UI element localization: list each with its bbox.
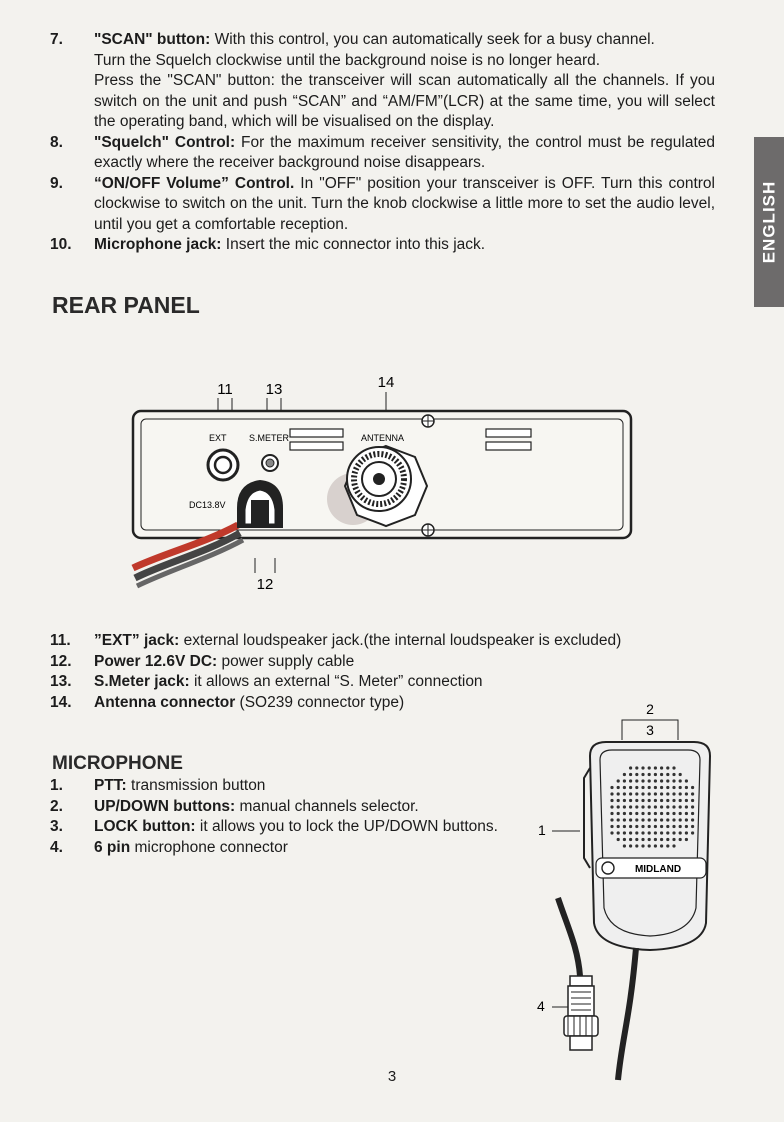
grille-dot bbox=[617, 818, 620, 821]
grille-dot bbox=[679, 792, 682, 795]
grille-dot bbox=[672, 766, 675, 769]
grille-dot bbox=[623, 805, 626, 808]
grille-dot bbox=[623, 773, 626, 776]
grille-dot bbox=[629, 831, 632, 834]
grille-dot bbox=[623, 818, 626, 821]
grille-dot bbox=[610, 799, 613, 802]
grille-dot bbox=[641, 766, 644, 769]
grille-dot bbox=[635, 786, 638, 789]
callout-4: 4 bbox=[537, 998, 545, 1014]
list-item bbox=[50, 797, 520, 818]
item-label: ”EXT” jack: bbox=[94, 632, 180, 649]
ext-label: EXT bbox=[209, 433, 227, 443]
grille-dot bbox=[617, 799, 620, 802]
controls-list bbox=[50, 30, 715, 256]
grille-dot bbox=[610, 831, 613, 834]
grille-dot bbox=[654, 773, 657, 776]
grille-dot bbox=[635, 812, 638, 815]
grille-dot bbox=[648, 779, 651, 782]
grille-dot bbox=[648, 792, 651, 795]
grille-dot bbox=[629, 838, 632, 841]
grille-dot bbox=[691, 818, 694, 821]
item-text: In "OFF" position your transceiver is OFF. Turn this control clockwise to switch on the unit. Turn the knob clockwise a little more to set the audio level, until you get a comfortable reception. bbox=[94, 174, 715, 233]
grille-dot bbox=[666, 766, 669, 769]
item-text: manual channels selector. bbox=[239, 797, 419, 815]
grille-dot bbox=[648, 812, 651, 815]
item-text: Turn the Squelch clockwise until the background noise is no longer heard. bbox=[94, 51, 601, 69]
grille-dot bbox=[691, 831, 694, 834]
grille-dot bbox=[685, 812, 688, 815]
grille-dot bbox=[635, 799, 638, 802]
grille-dot bbox=[610, 825, 613, 828]
grille-dot bbox=[648, 766, 651, 769]
grille-dot bbox=[648, 786, 651, 789]
grille-dot bbox=[648, 773, 651, 776]
microphone-diagram bbox=[530, 698, 730, 1083]
grille-dot bbox=[660, 799, 663, 802]
grille-dot bbox=[660, 779, 663, 782]
grille-dot bbox=[672, 779, 675, 782]
grille-dot bbox=[679, 773, 682, 776]
grille-dot bbox=[691, 792, 694, 795]
grille-dot bbox=[685, 818, 688, 821]
language-tab bbox=[754, 137, 784, 307]
grille-dot bbox=[617, 805, 620, 808]
grille-dot bbox=[666, 773, 669, 776]
grille-dot bbox=[666, 831, 669, 834]
grille-dot bbox=[679, 812, 682, 815]
grille-dot bbox=[617, 792, 620, 795]
grille-dot bbox=[610, 792, 613, 795]
item-label: "SCAN" button: bbox=[94, 31, 211, 48]
grille-dot bbox=[654, 844, 657, 847]
grille-dot bbox=[654, 805, 657, 808]
grille-dot bbox=[654, 818, 657, 821]
grille-dot bbox=[672, 799, 675, 802]
item-number: 13. bbox=[50, 673, 72, 690]
grille-dot bbox=[654, 799, 657, 802]
grille-dot bbox=[679, 818, 682, 821]
grille-dot bbox=[679, 838, 682, 841]
grille-dot bbox=[672, 818, 675, 821]
grille-dot bbox=[685, 792, 688, 795]
grille-dot bbox=[679, 786, 682, 789]
grille-dot bbox=[623, 812, 626, 815]
list-item bbox=[50, 235, 715, 256]
grille-dot bbox=[691, 812, 694, 815]
grille-dot bbox=[635, 838, 638, 841]
grille-dot bbox=[629, 766, 632, 769]
item-label: Power 12.6V DC: bbox=[94, 652, 218, 670]
dc-label: DC13.8V bbox=[189, 500, 226, 510]
grille-dot bbox=[641, 786, 644, 789]
grille-dot bbox=[617, 825, 620, 828]
grille-dot bbox=[635, 766, 638, 769]
item-label: “ON/OFF Volume” Control. bbox=[94, 174, 295, 192]
grille-dot bbox=[691, 786, 694, 789]
grille-dot bbox=[660, 812, 663, 815]
grille-dot bbox=[685, 838, 688, 841]
grille-dot bbox=[660, 818, 663, 821]
list-item bbox=[50, 133, 715, 174]
grille-dot bbox=[641, 799, 644, 802]
grille-dot bbox=[660, 766, 663, 769]
item-label: S.Meter jack: bbox=[94, 673, 190, 690]
grille-dot bbox=[672, 825, 675, 828]
antenna-label: ANTENNA bbox=[361, 433, 405, 443]
callout-2: 2 bbox=[646, 701, 654, 717]
grille-dot bbox=[641, 812, 644, 815]
grille-dot bbox=[691, 825, 694, 828]
grille-dot bbox=[610, 805, 613, 808]
grille-dot bbox=[648, 818, 651, 821]
list-item bbox=[50, 652, 715, 673]
item-text: transmission button bbox=[131, 777, 266, 794]
grille-dot bbox=[654, 838, 657, 841]
grille-dot bbox=[641, 818, 644, 821]
grille-dot bbox=[685, 805, 688, 808]
item-label: Antenna connector bbox=[94, 693, 236, 711]
list-item bbox=[50, 776, 520, 797]
grille-dot bbox=[654, 766, 657, 769]
grille-dot bbox=[610, 812, 613, 815]
six-pin-connector bbox=[570, 976, 592, 986]
grille-dot bbox=[654, 792, 657, 795]
grille-dot bbox=[629, 799, 632, 802]
grille-dot bbox=[666, 779, 669, 782]
list-item bbox=[50, 174, 715, 236]
grille-dot bbox=[666, 844, 669, 847]
brand-label: MIDLAND bbox=[634, 864, 682, 875]
grille-dot bbox=[672, 792, 675, 795]
item-number: 2. bbox=[50, 797, 63, 815]
grille-dot bbox=[629, 792, 632, 795]
grille-dot bbox=[666, 818, 669, 821]
item-number: 12. bbox=[50, 652, 72, 670]
list-item bbox=[50, 631, 715, 652]
grille-dot bbox=[629, 825, 632, 828]
grille-dot bbox=[660, 786, 663, 789]
grille-dot bbox=[660, 844, 663, 847]
grille-dot bbox=[617, 831, 620, 834]
grille-dot bbox=[648, 825, 651, 828]
grille-dot bbox=[617, 786, 620, 789]
grille-dot bbox=[654, 812, 657, 815]
item-text: power supply cable bbox=[221, 652, 355, 670]
grille-dot bbox=[635, 844, 638, 847]
grille-dot bbox=[666, 799, 669, 802]
grille-dot bbox=[623, 786, 626, 789]
grille-dot bbox=[685, 779, 688, 782]
grille-dot bbox=[641, 838, 644, 841]
item-number: 8. bbox=[50, 133, 63, 151]
grille-dot bbox=[672, 844, 675, 847]
item-label: 6 pin bbox=[94, 838, 131, 856]
grille-dot bbox=[648, 831, 651, 834]
item-text: microphone connector bbox=[134, 838, 288, 856]
grille-dot bbox=[641, 773, 644, 776]
grille-dot bbox=[672, 812, 675, 815]
grille-dot bbox=[666, 805, 669, 808]
grille-dot bbox=[685, 799, 688, 802]
callout-1: 1 bbox=[538, 822, 546, 838]
item-text: With this control, you can automatically seek for a busy channel. bbox=[214, 31, 655, 48]
item-number: 9. bbox=[50, 174, 63, 192]
grille-dot bbox=[666, 812, 669, 815]
grille-dot bbox=[660, 773, 663, 776]
item-number: 1. bbox=[50, 777, 63, 794]
grille-dot bbox=[629, 786, 632, 789]
grille-dot bbox=[660, 792, 663, 795]
grille-dot bbox=[654, 831, 657, 834]
grille-dot bbox=[648, 838, 651, 841]
grille-dot bbox=[672, 831, 675, 834]
microphone-heading: MICROPHONE bbox=[52, 753, 183, 774]
list-item bbox=[50, 30, 715, 133]
grille-dot bbox=[629, 844, 632, 847]
grille-dot bbox=[666, 838, 669, 841]
page-number: 3 bbox=[387, 1068, 397, 1085]
grille-dot bbox=[660, 825, 663, 828]
item-label: "Squelch" Control: bbox=[94, 133, 236, 151]
grille-dot bbox=[666, 786, 669, 789]
item-label: LOCK button: bbox=[94, 818, 196, 835]
item-number: 11. bbox=[50, 632, 71, 649]
grille-dot bbox=[629, 773, 632, 776]
grille-dot bbox=[635, 773, 638, 776]
item-number: 14. bbox=[50, 693, 72, 711]
grille-dot bbox=[666, 792, 669, 795]
item-number: 3. bbox=[50, 818, 63, 835]
item-number: 7. bbox=[50, 31, 63, 48]
grille-dot bbox=[679, 805, 682, 808]
rear-panel-heading: REAR PANEL bbox=[52, 292, 200, 318]
grille-dot bbox=[629, 779, 632, 782]
grille-dot bbox=[641, 844, 644, 847]
grille-dot bbox=[635, 825, 638, 828]
grille-dot bbox=[685, 825, 688, 828]
grille-dot bbox=[685, 786, 688, 789]
grille-dot bbox=[672, 773, 675, 776]
grille-dot bbox=[679, 779, 682, 782]
item-text: For the maximum receiver sensitivity, the control must be regulated exactly where the receiver background noise disappears. bbox=[94, 133, 715, 171]
grille-dot bbox=[679, 831, 682, 834]
grille-dot bbox=[641, 831, 644, 834]
grille-dot bbox=[654, 786, 657, 789]
callout-11: 11 bbox=[217, 381, 233, 398]
grille-dot bbox=[672, 805, 675, 808]
grille-dot bbox=[629, 818, 632, 821]
grille-dot bbox=[648, 799, 651, 802]
grille-dot bbox=[654, 779, 657, 782]
callout-12: 12 bbox=[256, 576, 274, 593]
item-number: 10. bbox=[50, 236, 72, 253]
grille-dot bbox=[629, 805, 632, 808]
grille-dot bbox=[666, 825, 669, 828]
grille-dot bbox=[672, 786, 675, 789]
grille-dot bbox=[679, 799, 682, 802]
grille-dot bbox=[660, 838, 663, 841]
grille-dot bbox=[660, 831, 663, 834]
grille-dot bbox=[685, 831, 688, 834]
grille-dot bbox=[641, 805, 644, 808]
microphone-list bbox=[50, 776, 520, 858]
grille-dot bbox=[679, 825, 682, 828]
grille-dot bbox=[648, 805, 651, 808]
grille-dot bbox=[641, 825, 644, 828]
item-label: Microphone jack: bbox=[94, 236, 222, 253]
rear-panel-diagram bbox=[125, 368, 645, 598]
grille-dot bbox=[691, 805, 694, 808]
grille-dot bbox=[610, 818, 613, 821]
item-label: UP/DOWN buttons: bbox=[94, 797, 236, 815]
item-text: it allows you to lock the UP/DOWN buttons. bbox=[199, 818, 498, 835]
grille-dot bbox=[672, 838, 675, 841]
grille-dot bbox=[610, 786, 613, 789]
grille-dot bbox=[691, 799, 694, 802]
grille-dot bbox=[623, 792, 626, 795]
grille-dot bbox=[623, 838, 626, 841]
grille-dot bbox=[629, 812, 632, 815]
grille-dot bbox=[635, 792, 638, 795]
smeter-label: S.METER bbox=[249, 433, 290, 443]
grille-dot bbox=[623, 779, 626, 782]
grille-dot bbox=[635, 805, 638, 808]
callout-14: 14 bbox=[377, 374, 395, 391]
grille-dot bbox=[617, 838, 620, 841]
grille-dot bbox=[623, 799, 626, 802]
grille-dot bbox=[635, 818, 638, 821]
grille-dot bbox=[635, 779, 638, 782]
item-number: 4. bbox=[50, 838, 63, 856]
grille-dot bbox=[617, 812, 620, 815]
grille-dot bbox=[641, 779, 644, 782]
list-item bbox=[50, 672, 715, 693]
grille-dot bbox=[648, 844, 651, 847]
item-text: it allows an external “S. Meter” connection bbox=[193, 673, 483, 690]
grille-dot bbox=[641, 792, 644, 795]
grille-dot bbox=[635, 831, 638, 834]
item-text: external loudspeaker jack.(the internal loudspeaker is excluded) bbox=[183, 632, 622, 649]
item-text: (SO239 connector type) bbox=[239, 693, 405, 711]
list-item bbox=[50, 838, 520, 859]
language-tab-label: ENGLISH bbox=[759, 180, 778, 264]
callout-3: 3 bbox=[646, 722, 654, 738]
grille-dot bbox=[660, 805, 663, 808]
item-label: PTT: bbox=[94, 777, 127, 794]
item-text: Insert the mic connector into this jack. bbox=[225, 236, 486, 253]
item-text: Press the "SCAN" button: the transceiver will scan automatically all the channels. If you switch on the unit and push “SCAN” and “AM/FM”(LCR) at the same time, you will select the operating band, which will be visualised on the display. bbox=[94, 72, 715, 130]
list-item bbox=[50, 817, 520, 838]
grille-dot bbox=[623, 831, 626, 834]
callout-13: 13 bbox=[265, 381, 283, 398]
grille-dot bbox=[654, 825, 657, 828]
grille-dot bbox=[623, 844, 626, 847]
grille-dot bbox=[617, 779, 620, 782]
grille-dot bbox=[623, 825, 626, 828]
